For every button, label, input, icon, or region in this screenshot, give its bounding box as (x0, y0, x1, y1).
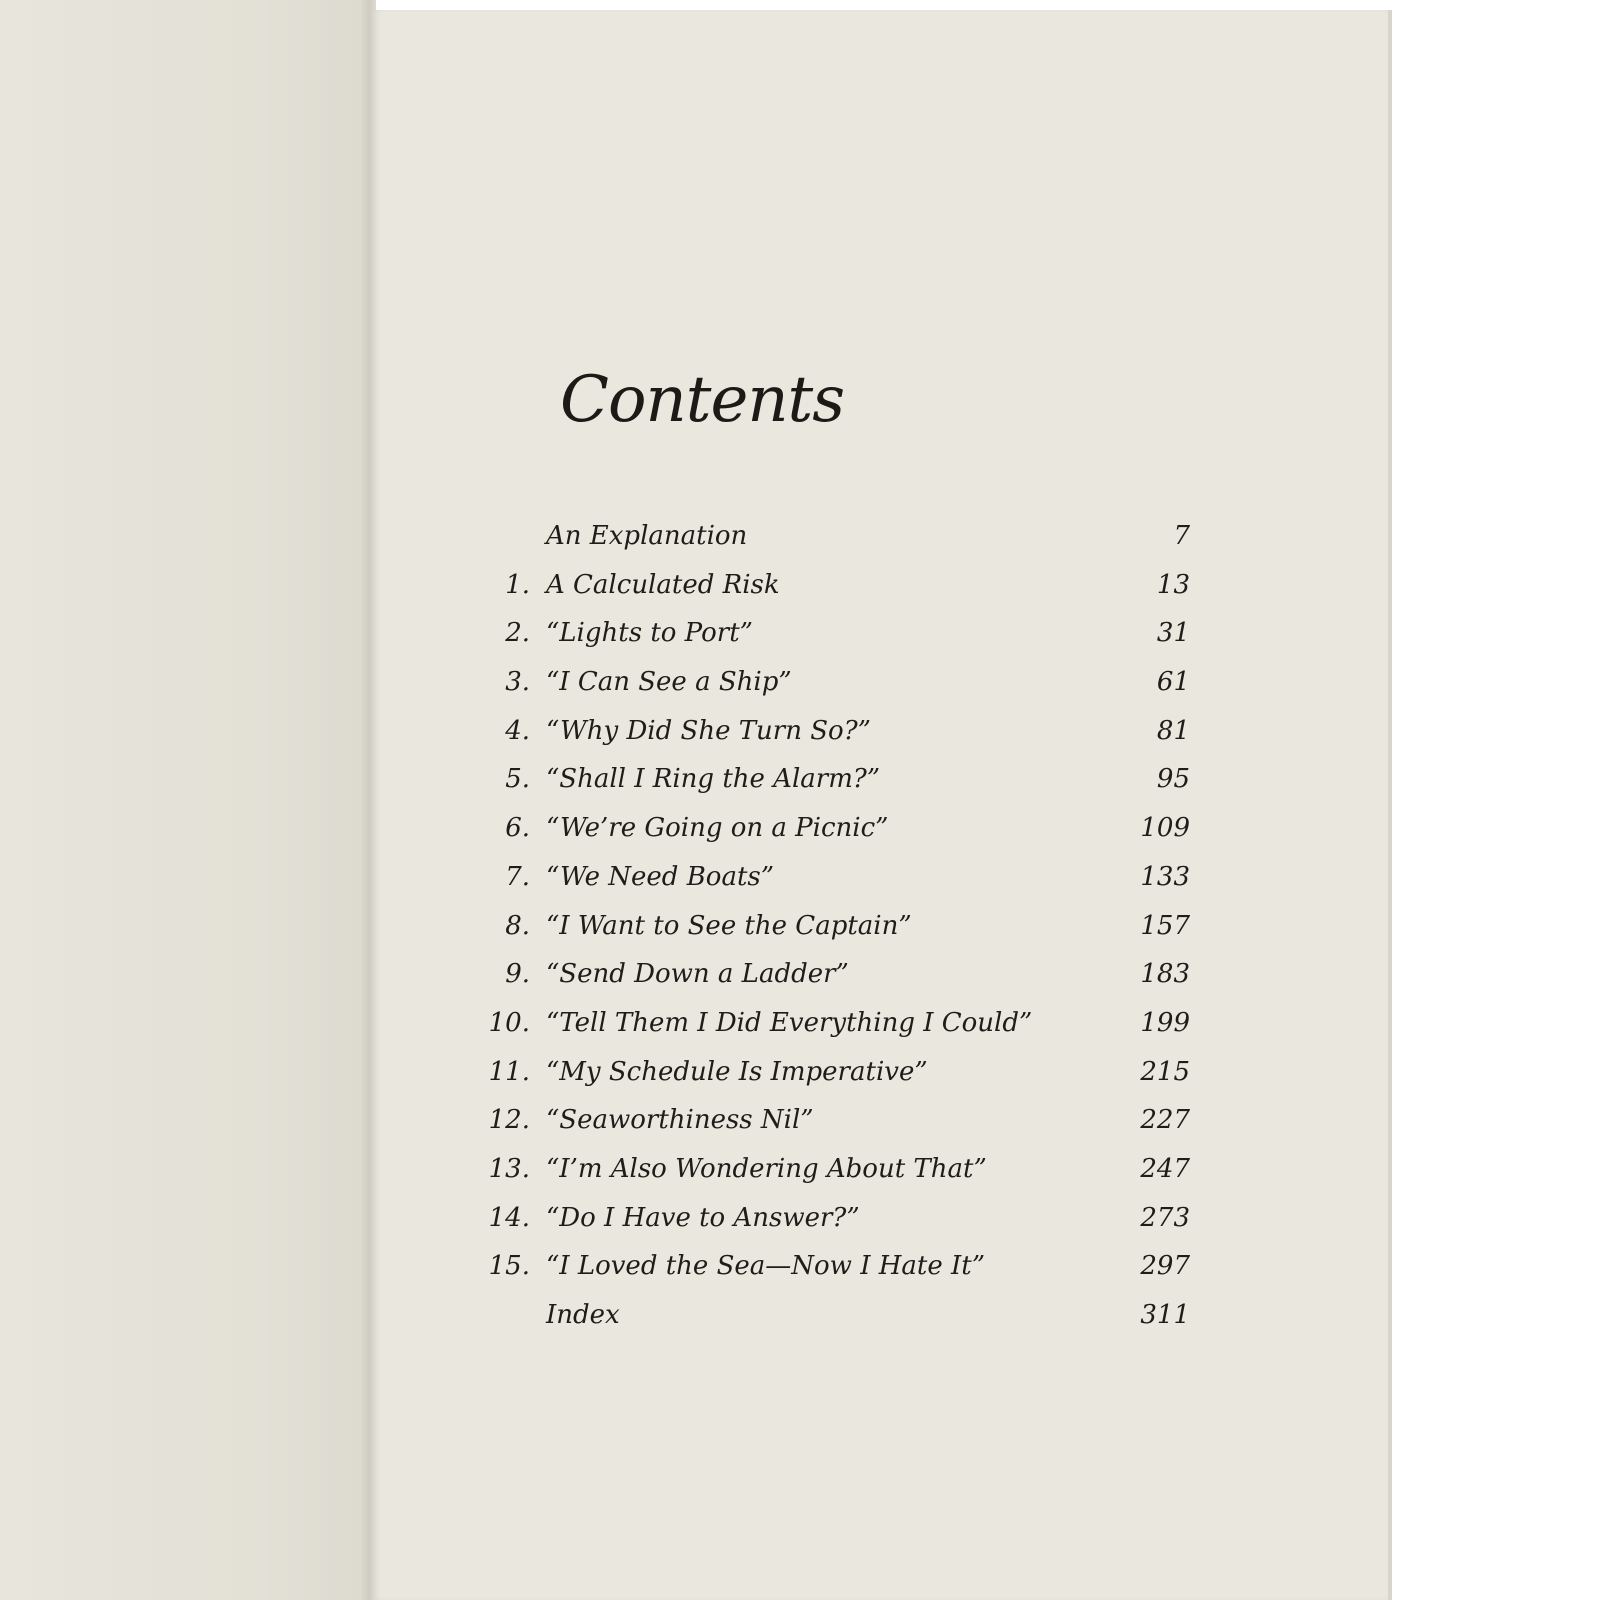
entry-title: “Tell Them I Did Everything I Could” (546, 1007, 1033, 1038)
entry-title: “We’re Going on a Picnic” (546, 813, 889, 844)
entry-title: “My Schedule Is Imperative” (546, 1056, 928, 1087)
toc-entry (470, 804, 1190, 853)
toc-entry (470, 950, 1190, 999)
entry-page: 227 (1140, 1105, 1190, 1136)
entry-page: 81 (1156, 715, 1190, 746)
toc-entry (470, 561, 1190, 610)
toc-entry (470, 658, 1190, 707)
toc-entry (470, 1291, 1190, 1340)
entry-page: 273 (1140, 1202, 1190, 1233)
left-page (0, 0, 372, 1600)
toc-entry (470, 1048, 1190, 1097)
entry-page: 297 (1140, 1251, 1190, 1282)
entry-title: “I Loved the Sea—Now I Hate It” (546, 1251, 986, 1282)
entry-number: 2. (505, 618, 530, 649)
table-of-contents (470, 512, 1190, 1340)
entry-page: 109 (1140, 813, 1190, 844)
entry-page: 95 (1156, 764, 1190, 795)
toc-entry (470, 755, 1190, 804)
entry-number: 1. (505, 569, 530, 600)
entry-page: 13 (1156, 569, 1190, 600)
toc-entry (470, 1194, 1190, 1243)
entry-title: “Seaworthiness Nil” (546, 1105, 814, 1136)
entry-number: 8. (505, 910, 530, 941)
toc-entry (470, 512, 1190, 561)
entry-number: 9. (505, 959, 530, 990)
entry-number: 15. (488, 1251, 530, 1282)
toc-entry (470, 1242, 1190, 1291)
entry-page: 7 (1173, 521, 1190, 551)
page-edge (1388, 10, 1392, 1600)
entry-title: A Calculated Risk (546, 569, 780, 600)
entry-title: “Send Down a Ladder” (546, 959, 849, 990)
entry-page: 183 (1140, 959, 1190, 990)
entry-number: 12. (488, 1105, 530, 1136)
toc-entry (470, 902, 1190, 951)
entry-page: 31 (1156, 618, 1190, 649)
entry-number: 4. (505, 715, 530, 746)
toc-entry (470, 853, 1190, 902)
entry-title: An Explanation (546, 521, 748, 551)
entry-number: 11. (488, 1056, 530, 1087)
entry-number: 7. (505, 861, 530, 892)
entry-title: “Lights to Port” (546, 618, 753, 649)
entry-page: 247 (1140, 1153, 1190, 1184)
entry-page: 61 (1156, 667, 1190, 698)
toc-entry (470, 1096, 1190, 1145)
entry-page: 311 (1140, 1300, 1190, 1330)
entry-title: “Why Did She Turn So?” (546, 715, 871, 746)
toc-entry (470, 609, 1190, 658)
entry-title: “I’m Also Wondering About That” (546, 1153, 987, 1184)
entry-title: “Do I Have to Answer?” (546, 1202, 860, 1233)
entry-page: 157 (1140, 910, 1190, 941)
entry-number: 3. (505, 667, 530, 698)
entry-number: 13. (488, 1153, 530, 1184)
entry-title: Index (546, 1300, 620, 1330)
entry-number: 14. (488, 1202, 530, 1233)
entry-title: “We Need Boats” (546, 861, 775, 892)
toc-entry (470, 999, 1190, 1048)
entry-title: “I Want to See the Captain” (546, 910, 912, 941)
entry-page: 133 (1140, 861, 1190, 892)
entry-number: 10. (488, 1007, 530, 1038)
toc-entry (470, 1145, 1190, 1194)
entry-title: “Shall I Ring the Alarm?” (546, 764, 881, 795)
entry-number: 6. (505, 813, 530, 844)
entry-number: 5. (505, 764, 530, 795)
entry-title: “I Can See a Ship” (546, 667, 792, 698)
contents-heading: Contents (560, 363, 845, 437)
entry-page: 215 (1140, 1056, 1190, 1087)
toc-entry (470, 707, 1190, 756)
entry-page: 199 (1140, 1007, 1190, 1038)
